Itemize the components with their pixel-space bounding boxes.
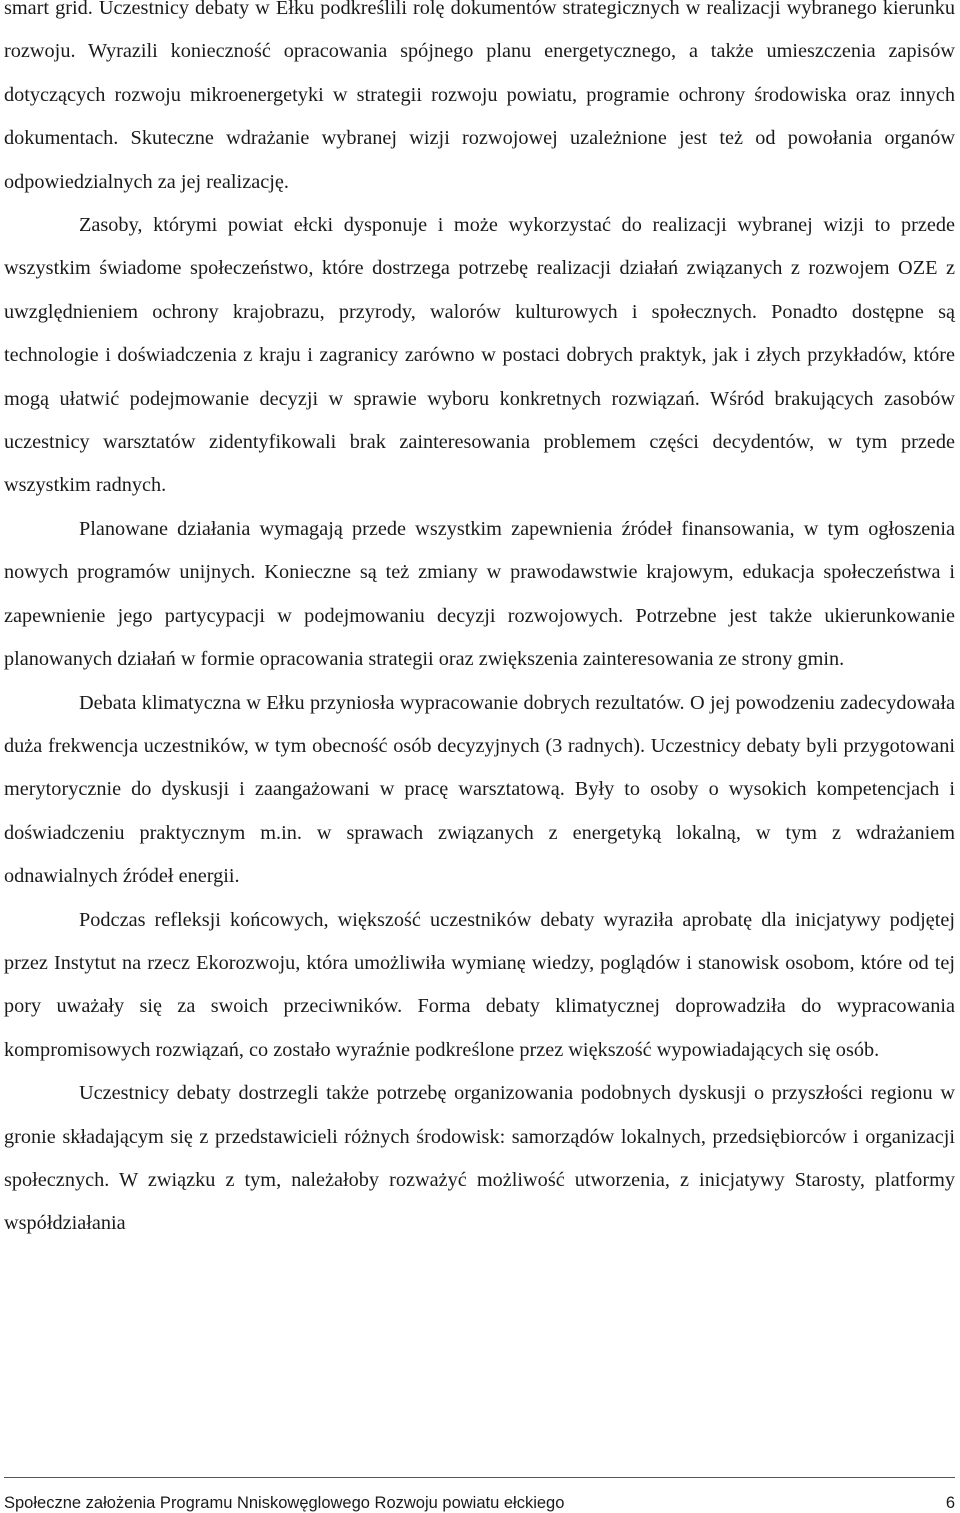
paragraph-refleksje-koncowe: Podczas refleksji końcowych, większość uczestników debaty wyraziła aprobatę dla inicjatywy podjętej przez Instytut na rzecz Ekorozwoju, która umożliwiła wymianę wiedzy, poglądów i stanowisk osobom, które od tej pory uważały się za swoich przeciwników. Forma debaty klimatycznej doprowadziła do wypracowania kompromisowych rozwiązań, co zostało wyraźnie podkreślone przez większość wypowiadających się osób. xyxy=(4,908,955,1061)
footer-document-title: Społeczne założenia Programu Nniskowęglowego Rozwoju powiatu ełckiego xyxy=(4,1494,565,1512)
paragraph-przyszle-dyskusje: Uczestnicy debaty dostrzegli także potrzebę organizowania podobnych dyskusji o przyszłości regionu w gronie składającym się z przedstawicieli różnych środowisk: samorządów lokalnych, przedsiębiorców i organizacji społecznych. W związku z tym, należałoby rozważyć możliwość utworzenia, z inicjatywy Starosty, platformy współdziałania xyxy=(4,1082,955,1235)
paragraph-debata-klimatyczna: Debata klimatyczna w Ełku przyniosła wypracowanie dobrych rezultatów. O jej powodzeniu zadecydowała duża frekwencja uczestników, w tym obecność osób decyzyjnych (3 radnych). Uczestnicy debaty byli przygotowani merytorycznie do dyskusji i zaangażowani w pracę warsztatową. Były to osoby o wysokich kompetencjach i doświadczeniu praktycznym m.in. w sprawach związanych z energetyką lokalną, w tym z wdrażaniem odnawialnych źródeł energii. xyxy=(4,691,955,888)
paragraph-zasoby: Zasoby, którymi powiat ełcki dysponuje i może wykorzystać do realizacji wybranej wizji to przede wszystkim świadome społeczeństwo, które dostrzega potrzebę realizacji działań związanych z rozwojem OZE z uwzględnieniem ochrony krajobrazu, przyrody, walorów kulturowych i społecznych. Ponadto dostępne są technologie i doświadczenia z kraju i zagranicy zarówno w postaci dobrych praktyk, jak i złych przykładów, które mogą ułatwić podejmowanie decyzji w sprawie wyboru konkretnych rozwiązań. Wśród brakujących zasobów uczestnicy warsztatów zidentyfikowali brak zainteresowania problemem części decydentów, w tym przede wszystkim radnych. xyxy=(4,214,955,497)
paragraph-planowane-dzialania: Planowane działania wymagają przede wszystkim zapewnienia źródeł finansowania, w tym ogłoszenia nowych programów unijnych. Konieczne są też zmiany w prawodawstwie krajowym, edukacja społeczeństwa i zapewnienie jego partycypacji w podejmowaniu decyzji rozwojowych. Potrzebne jest także ukierunkowanie planowanych działań w formie opracowania strategii oraz zwiększenia zainteresowania ze strony gmin. xyxy=(4,517,955,671)
paragraph-dokumenty-strategiczne: smart grid. Uczestnicy debaty w Ełku podkreślili rolę dokumentów strategicznych w realizacji wybranego kierunku rozwoju. Wyrazili konieczność opracowania spójnego planu energetycznego, a także umieszczenia zapisów dotyczących rozwoju mikroenergetyki w strategii rozwoju powiatu, programie ochrony środowiska oraz innych dokumentach. Skuteczne wdrażanie wybranej wizji rozwojowej uzależnione jest też od powołania organów odpowiedzialnych za jej realizację. xyxy=(4,0,955,193)
document-body xyxy=(4,0,955,1246)
page-footer xyxy=(4,1477,955,1513)
page-number: 6 xyxy=(945,1494,955,1512)
